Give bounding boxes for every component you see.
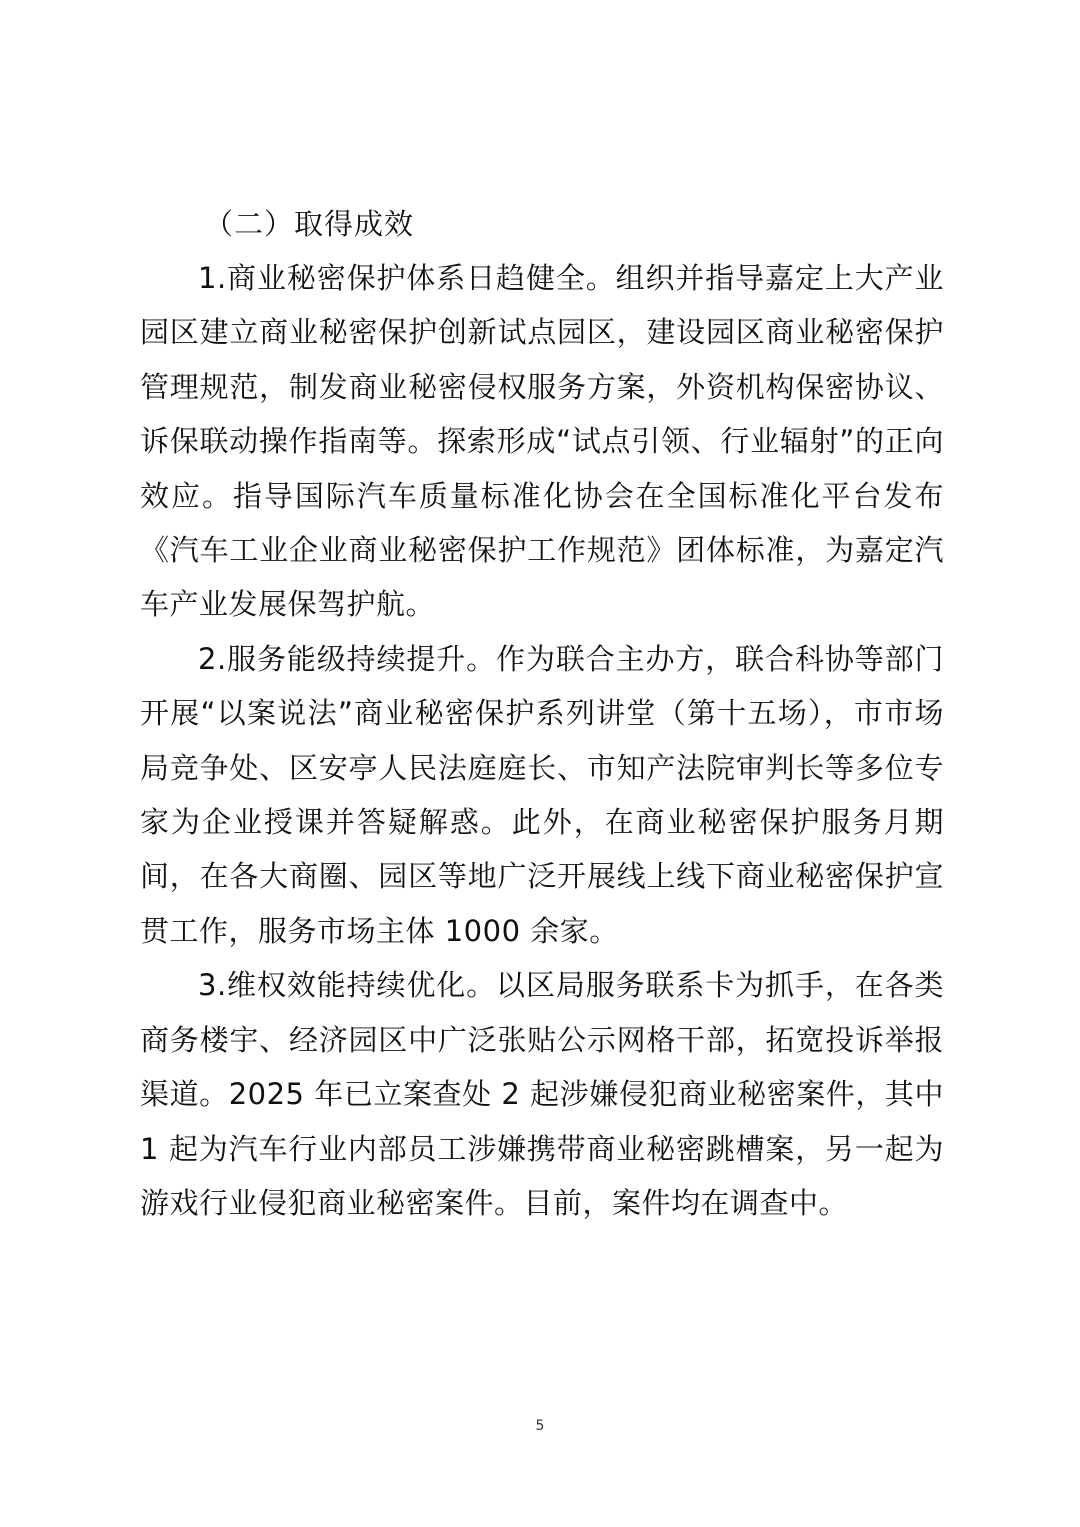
document-body [140,197,944,1230]
paragraph-1: 1.商业秘密保护体系日趋健全。组织并指导嘉定上大产业园区建立商业秘密保护创新试点园区，建设园区商业秘密保护管理规范，制发商业秘密侵权服务方案，外资机构保密协议、诉保联动操作指南等。探索形成“试点引领、行业辐射”的正向效应。指导国际汽车质量标准化协会在全国标准化平台发布《汽车工业企业商业秘密保护工作规范》团体标准，为嘉定汽车产业发展保驾护航。 [140,261,944,622]
paragraph-3: 3.维权效能持续优化。以区局服务联系卡为抓手，在各类商务楼宇、经济园区中广泛张贴公示网格干部，拓宽投诉举报渠道。2025 年已立案查处 2 起涉嫌侵犯商业秘密案件，其中 1 起为汽车行业内部员工涉嫌携带商业秘密跳槽案，另一起为游戏行业侵犯商业秘密案件。目前，案件均在调查中。 [140,968,944,1220]
page-number: 5 [535,1418,545,1434]
paragraph-2: 2.服务能级持续提升。作为联合主办方，联合科协等部门开展“以案说法”商业秘密保护系列讲堂（第十五场），市市场局竞争处、区安亭人民法庭庭长、市知产法院审判长等多位专家为企业授课并答疑解惑。此外，在商业秘密保护服务月期间，在各大商圈、园区等地广泛开展线上线下商业秘密保护宣贯工作，服务市场主体 1000 余家。 [140,641,944,948]
section-heading: （二）取得成效 [204,207,415,241]
